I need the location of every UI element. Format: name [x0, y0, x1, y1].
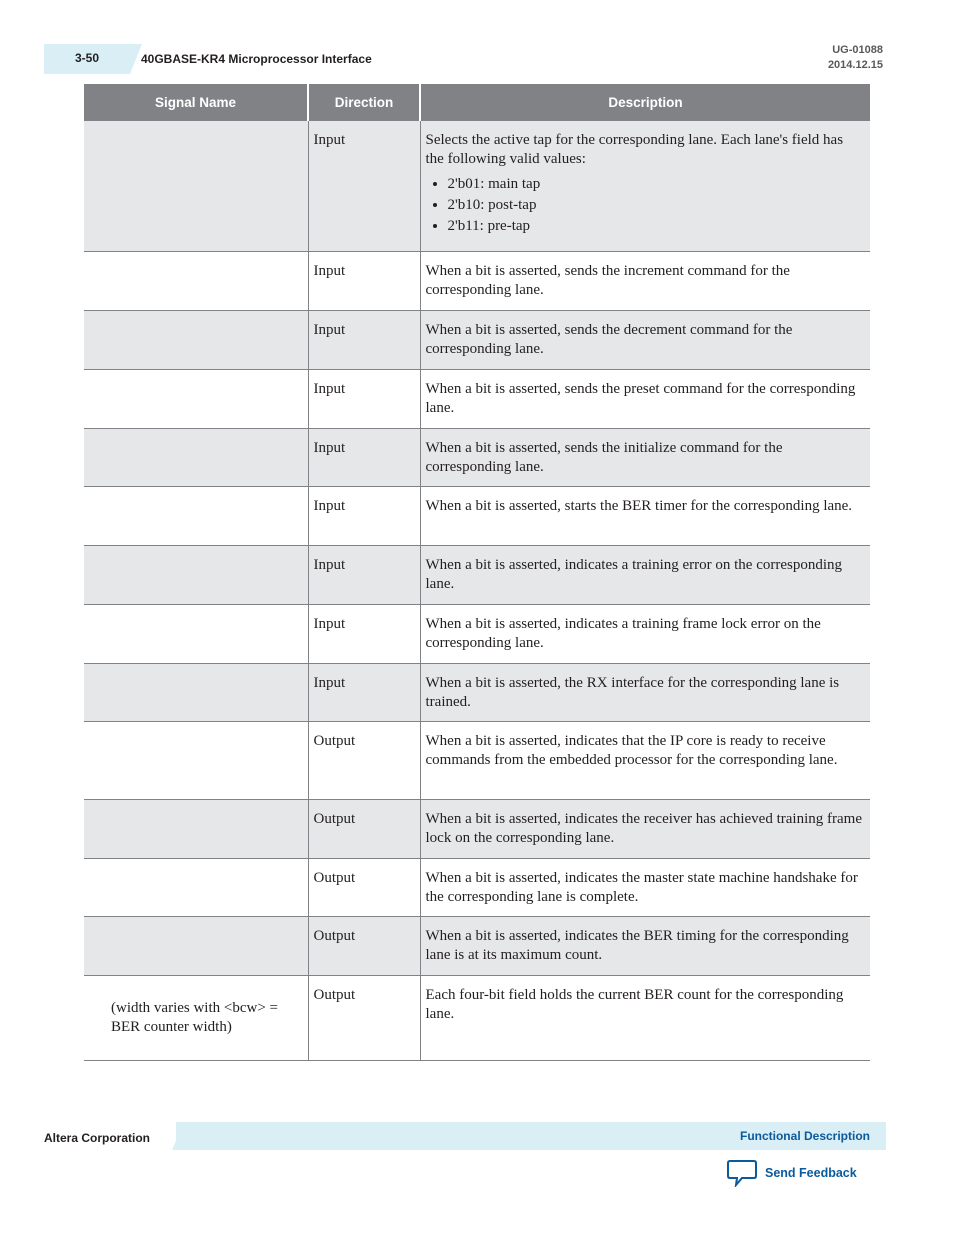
- description-cell: When a bit is asserted, indicates the receiver has achieved training frame lock on the corresponding lane.: [420, 799, 870, 858]
- column-header-signal-name: Signal Name: [84, 84, 308, 121]
- direction-cell: Output: [308, 799, 420, 858]
- description-cell: When a bit is asserted, indicates a training error on the corresponding lane.: [420, 545, 870, 604]
- list-item: • 2'b10: post-tap: [448, 196, 866, 215]
- document-id: UG-01088: [832, 44, 883, 56]
- signal-name-cell: [84, 369, 308, 428]
- list-item: • 2'b01: main tap: [448, 175, 866, 194]
- description-cell: When a bit is asserted, starts the BER timer for the corresponding lane.: [420, 486, 870, 545]
- direction-cell: Input: [308, 310, 420, 369]
- table-row: [84, 545, 870, 604]
- description-cell: When a bit is asserted, indicates the BER timing for the corresponding lane is at its maximum count.: [420, 916, 870, 975]
- description-cell: When a bit is asserted, indicates that the IP core is ready to receive commands from the embedded processor for the corresponding lane.: [420, 721, 870, 799]
- signal-name-note: (width varies with <bcw> = BER counter width): [111, 999, 279, 1035]
- direction-cell: Output: [308, 975, 420, 1060]
- table-row: [84, 486, 870, 545]
- table-row: [84, 604, 870, 663]
- signal-name-cell: [84, 663, 308, 721]
- direction-cell: Input: [308, 604, 420, 663]
- table-header-row: [84, 84, 870, 121]
- send-feedback-label: Send Feedback: [765, 1166, 857, 1180]
- description-cell: When a bit is asserted, the RX interface for the corresponding lane is trained.: [420, 663, 870, 721]
- description-cell: When a bit is asserted, indicates the master state machine handshake for the corresponding lane is complete.: [420, 858, 870, 916]
- direction-cell: Input: [308, 545, 420, 604]
- signal-name-cell: [84, 916, 308, 975]
- chapter-title: 40GBASE-KR4 Microprocessor Interface: [141, 52, 372, 66]
- direction-cell: Input: [308, 251, 420, 310]
- signal-name-cell: [84, 858, 308, 916]
- signal-name-cell: [84, 121, 308, 251]
- send-feedback-button[interactable]: [727, 1158, 857, 1188]
- table-row: [84, 369, 870, 428]
- description-text: Selects the active tap for the corresponding lane. Each lane's field has the following valid values:: [425, 132, 844, 167]
- valid-values-list: [426, 175, 866, 236]
- column-header-description: Description: [420, 84, 870, 121]
- document-id-block: [828, 43, 883, 73]
- table-row: [84, 721, 870, 799]
- description-cell: Each four-bit field holds the current BER count for the corresponding lane.: [420, 975, 870, 1060]
- direction-cell: Input: [308, 121, 420, 251]
- signal-name-cell: [84, 721, 308, 799]
- document-date: 2014.12.15: [827, 59, 883, 71]
- table-row: [84, 428, 870, 486]
- direction-cell: Output: [308, 916, 420, 975]
- direction-cell: Input: [308, 663, 420, 721]
- table-row: [84, 799, 870, 858]
- table-row: [84, 916, 870, 975]
- description-cell: [420, 121, 870, 251]
- signal-name-cell: [84, 310, 308, 369]
- direction-cell: Input: [308, 428, 420, 486]
- description-cell: When a bit is asserted, sends the initialize command for the corresponding lane.: [420, 428, 870, 486]
- signal-name-cell: [84, 428, 308, 486]
- signal-name-cell: [84, 975, 308, 1060]
- page-number: 3-50: [75, 51, 100, 65]
- table-row: [84, 663, 870, 721]
- functional-description-link[interactable]: Functional Description: [739, 1129, 870, 1143]
- signal-name-cell: [84, 545, 308, 604]
- signal-name-cell: [84, 251, 308, 310]
- direction-cell: Output: [308, 858, 420, 916]
- signal-name-cell: [84, 486, 308, 545]
- description-cell: When a bit is asserted, sends the preset command for the corresponding lane.: [420, 369, 870, 428]
- table-row: [84, 251, 870, 310]
- description-cell: When a bit is asserted, sends the increment command for the corresponding lane.: [420, 251, 870, 310]
- table-row: [84, 858, 870, 916]
- company-name: Altera Corporation: [44, 1131, 151, 1145]
- column-header-direction: Direction: [308, 84, 420, 121]
- signal-table: [84, 84, 870, 1061]
- list-item: • 2'b11: pre-tap: [448, 217, 866, 236]
- direction-cell: Input: [308, 486, 420, 545]
- description-cell: When a bit is asserted, indicates a training frame lock error on the corresponding lane.: [420, 604, 870, 663]
- table-row: [84, 975, 870, 1060]
- description-cell: When a bit is asserted, sends the decrement command for the corresponding lane.: [420, 310, 870, 369]
- table-row: [84, 121, 870, 251]
- speech-bubble-icon: [727, 1159, 757, 1187]
- signal-name-cell: [84, 604, 308, 663]
- direction-cell: Input: [308, 369, 420, 428]
- signal-name-cell: [84, 799, 308, 858]
- direction-cell: Output: [308, 721, 420, 799]
- table-row: [84, 310, 870, 369]
